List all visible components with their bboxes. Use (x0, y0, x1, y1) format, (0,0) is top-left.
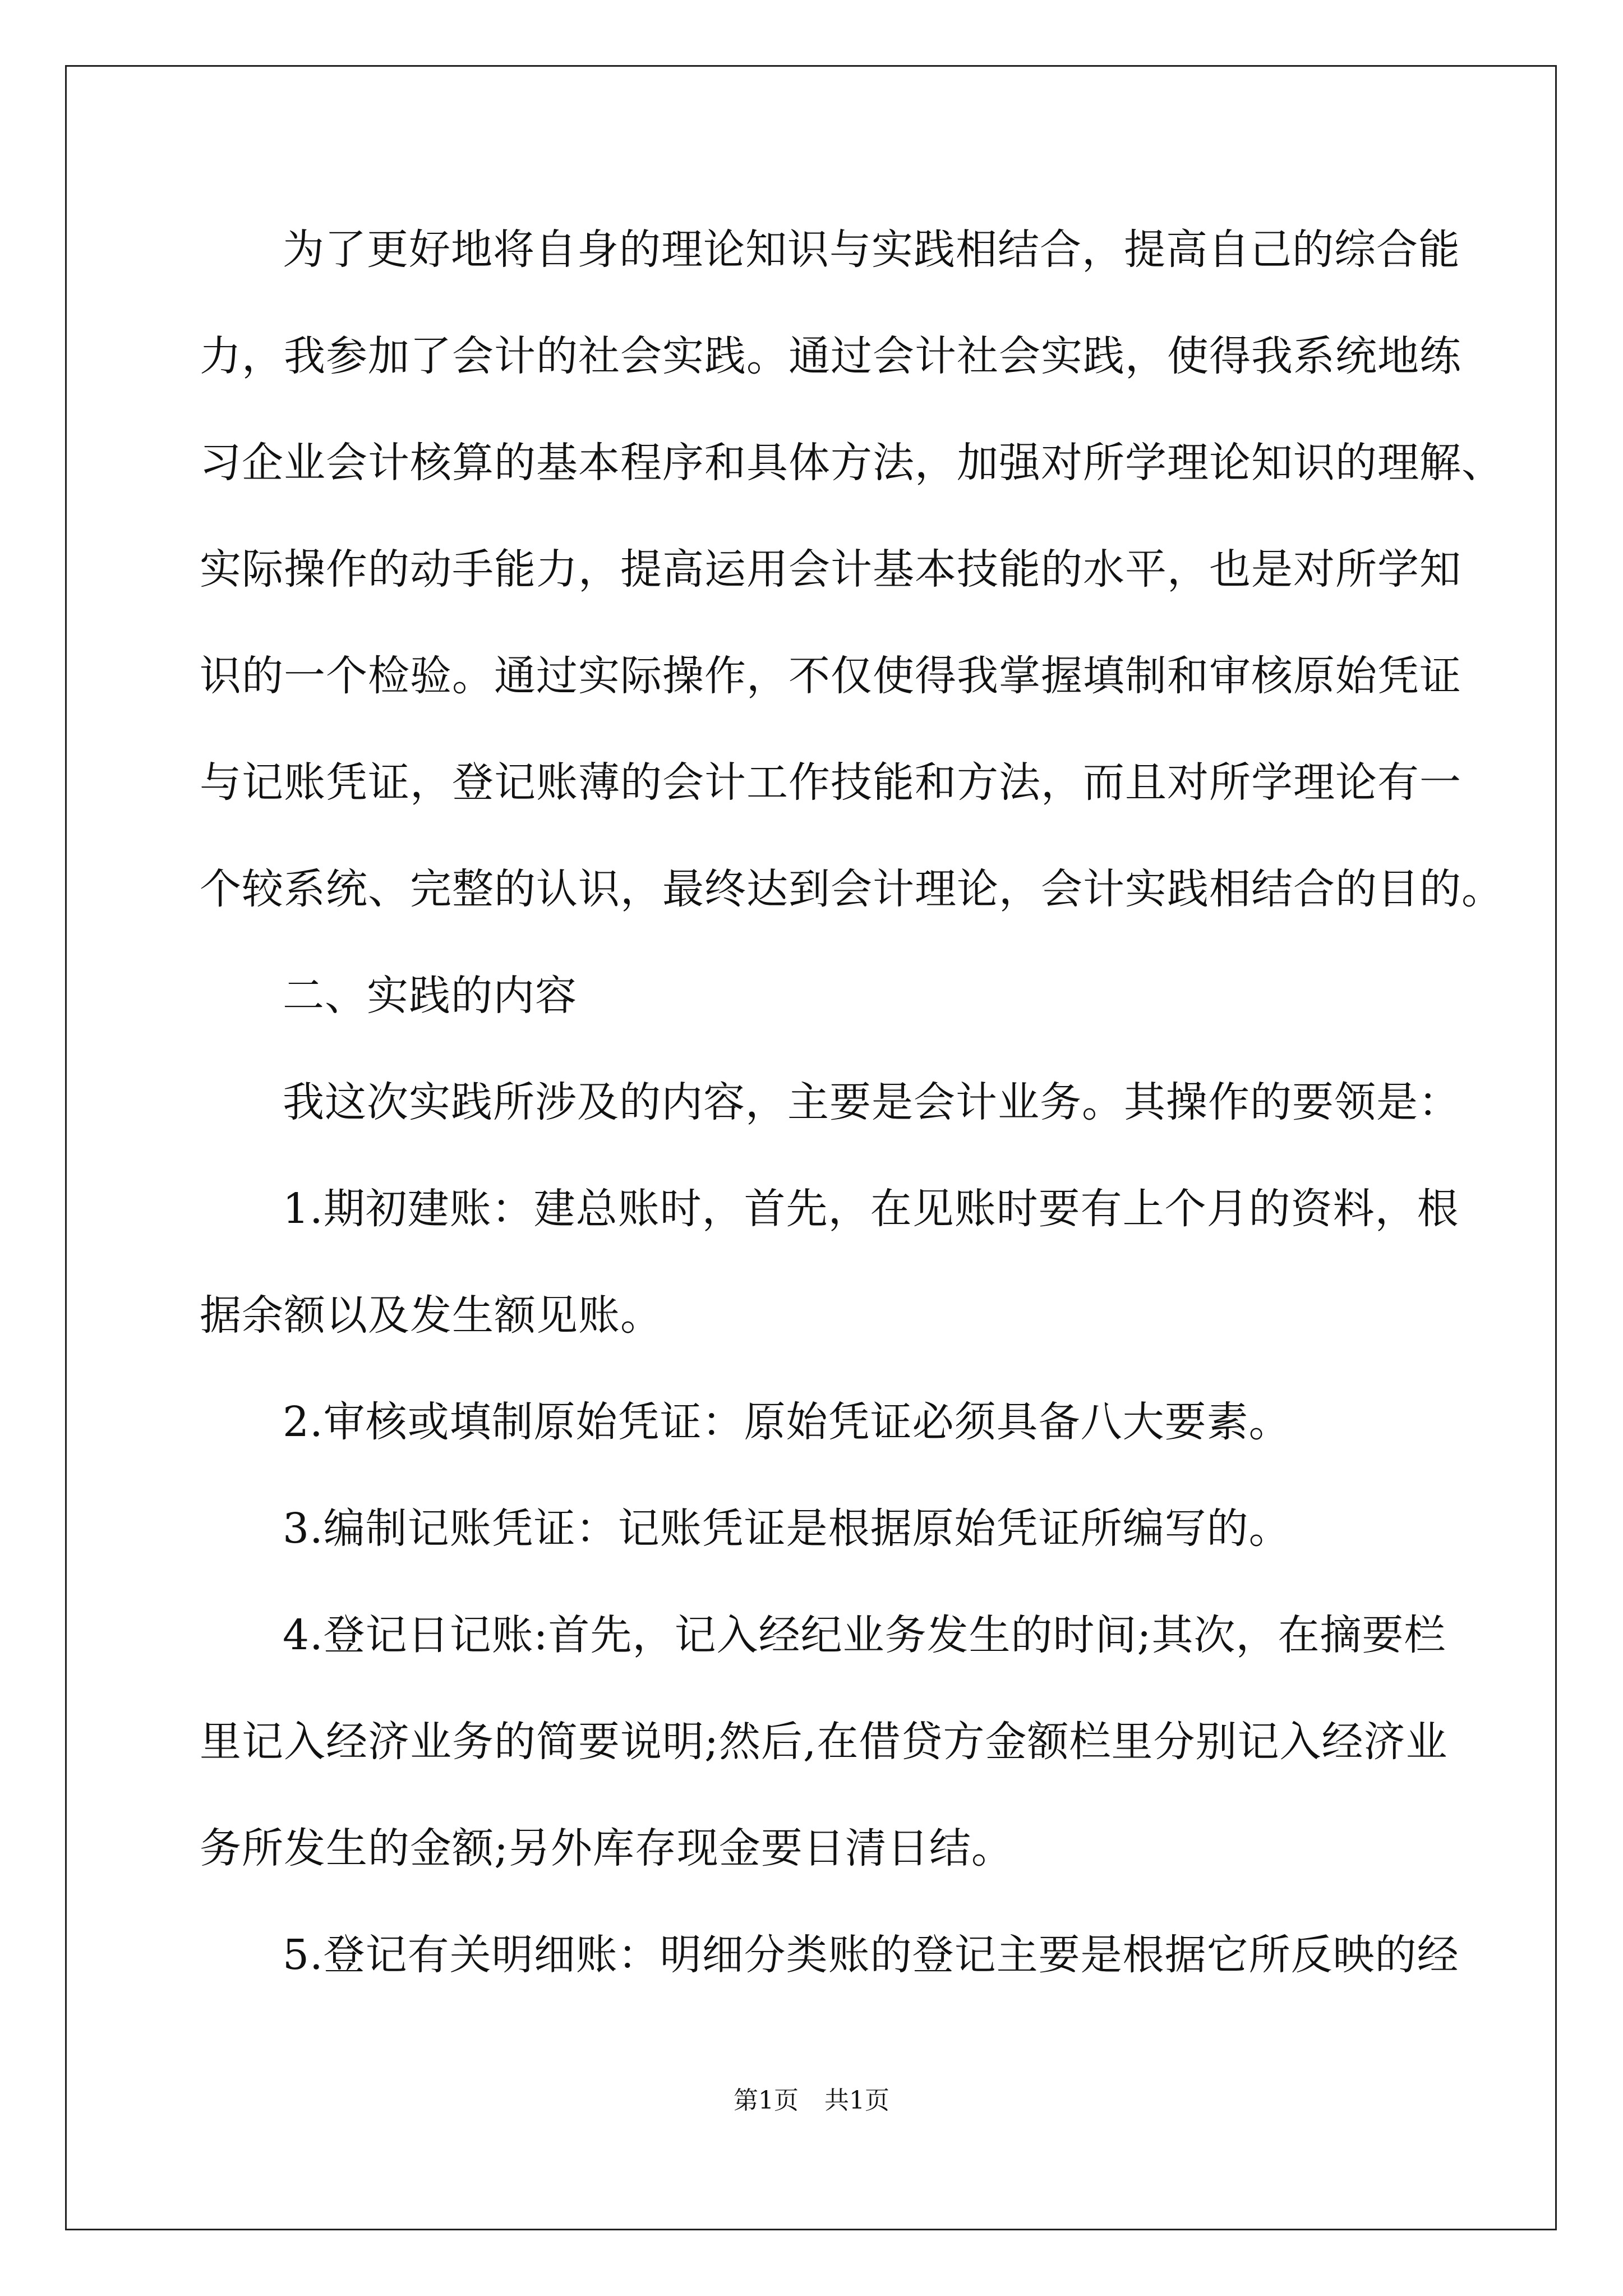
paragraph-2-line-1: 我这次实践所涉及的内容，主要是会计业务。其操作的要领是： (283, 1078, 1460, 1126)
page-number-current: 第1页 (734, 2086, 799, 2115)
document-body (200, 213, 1504, 2025)
item-4-line-1: 4.登记日记账:首先，记入经纪业务发生的时间;其次，在摘要栏 (283, 1611, 1446, 1659)
item-3-line-1: 3.编制记账凭证：记账凭证是根据原始凭证所编写的。 (283, 1504, 1291, 1553)
paragraph-1-line-1: 为了更好地将自身的理论知识与实践相结合，提高自己的综合能 (283, 226, 1460, 274)
item-2-line-1: 2.审核或填制原始凭证：原始凭证必须具备八大要素。 (283, 1398, 1291, 1446)
item-4-line-3: 务所发生的金额;另外库存现金要日清日结。 (200, 1824, 1013, 1872)
paragraph-1-line-7: 个较系统、完整的认识，最终达到会计理论，会计实践相结合的目的。 (200, 865, 1504, 913)
item-1-line-1: 1.期初建账：建总账时，首先，在见账时要有上个月的资料，根 (283, 1185, 1459, 1233)
paragraph-1-line-2: 力，我参加了会计的社会实践。通过会计社会实践，使得我系统地练 (200, 332, 1461, 380)
paragraph-1-line-4: 实际操作的动手能力，提高运用会计基本技能的水平，也是对所学知 (200, 545, 1461, 593)
section-heading: 二、实践的内容 (283, 972, 577, 1020)
paragraph-1-line-5: 识的一个检验。通过实际操作，不仅使得我掌握填制和审核原始凭证 (200, 652, 1461, 700)
item-1-line-2: 据余额以及发生额见账。 (200, 1291, 662, 1340)
paragraph-1-line-3: 习企业会计核算的基本程序和具体方法，加强对所学理论知识的理解、 (200, 439, 1504, 487)
item-5-line-1: 5.登记有关明细账：明细分类账的登记主要是根据它所反映的经 (283, 1931, 1459, 1979)
page-footer (0, 2084, 1623, 2118)
page-number-total: 共1页 (824, 2086, 889, 2115)
item-4-line-2: 里记入经济业务的简要说明;然后,在借贷方金额栏里分别记入经济业 (200, 1718, 1448, 1766)
paragraph-1-line-6: 与记账凭证，登记账薄的会计工作技能和方法，而且对所学理论有一 (200, 758, 1461, 807)
